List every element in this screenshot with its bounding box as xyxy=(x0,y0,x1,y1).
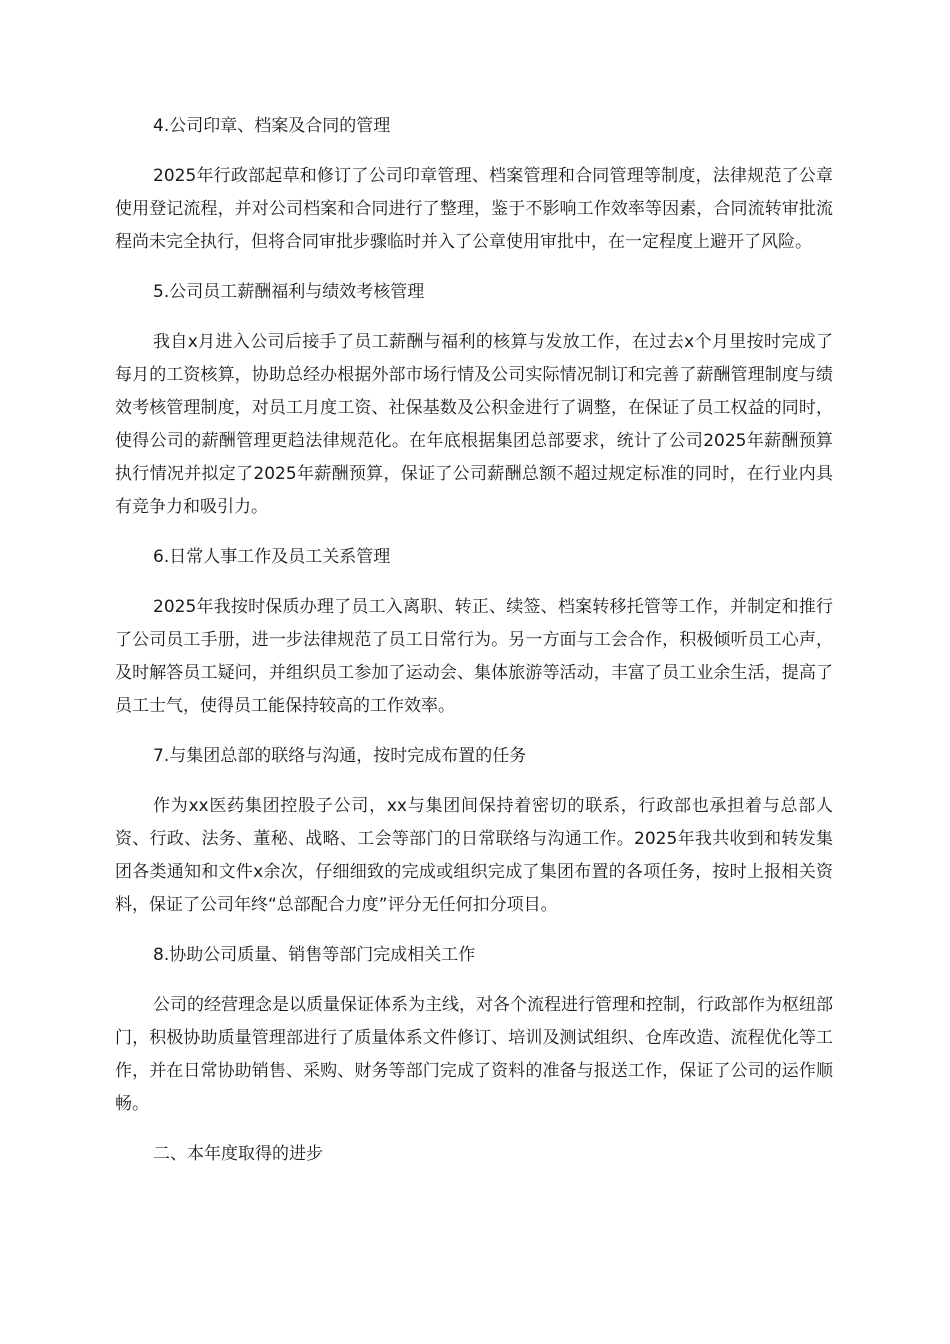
section-paragraph-4: 2025年行政部起草和修订了公司印章管理、档案管理和合同管理等制度，法律规范了公章使用登记流程，并对公司档案和合同进行了整理，鉴于不影响工作效率等因素，合同流转审批流程尚未完全执行，但将合同审批步骤临时并入了公章使用审批中，在一定程度上避开了风险。 xyxy=(115,166,833,252)
section-paragraph-8: 公司的经营理念是以质量保证体系为主线，对各个流程进行管理和控制，行政部作为枢纽部门，积极协助质量管理部进行了质量体系文件修订、培训及测试组织、仓库改造、流程优化等工作，并在日常协助销售、采购、财务等部门完成了资料的准备与报送工作，保证了公司的运作顺畅。 xyxy=(115,995,833,1114)
section-paragraph-6: 2025年我按时保质办理了员工入离职、转正、续签、档案转移托管等工作，并制定和推行了公司员工手册，进一步法律规范了员工日常行为。另一方面与工会合作，积极倾听员工心声，及时解答员工疑问，并组织员工参加了运动会、集体旅游等活动，丰富了员工业余生活，提高了员工士气，使得员工能保持较高的工作效率。 xyxy=(115,597,833,716)
section-paragraph-7: 作为xx医药集团控股子公司，xx与集团间保持着密切的联系，行政部也承担着与总部人资、行政、法务、董秘、战略、工会等部门的日常联络与沟通工作。2025年我共收到和转发集团各类通知和文件x余次，仔细细致的完成或组织完成了集团布置的各项任务，按时上报相关资料，保证了公司年终“总部配合力度”评分无任何扣分项目。 xyxy=(115,796,833,915)
section-heading-6: 6.日常人事工作及员工关系管理 xyxy=(153,547,391,567)
section-heading-4: 4.公司印章、档案及合同的管理 xyxy=(153,116,391,136)
section-heading-5: 5.公司员工薪酬福利与绩效考核管理 xyxy=(153,282,425,302)
section-heading-8: 8.协助公司质量、销售等部门完成相关工作 xyxy=(153,945,476,965)
section-paragraph-5: 我自x月进入公司后接手了员工薪酬与福利的核算与发放工作，在过去x个月里按时完成了每月的工资核算，协助总经办根据外部市场行情及公司实际情况制订和完善了薪酬管理制度与绩效考核管理制度，对员工月度工资、社保基数及公积金进行了调整，在保证了员工权益的同时，使得公司的薪酬管理更趋法律规范化。在年底根据集团总部要求，统计了公司2025年薪酬预算执行情况并拟定了2025年薪酬预算，保证了公司薪酬总额不超过规定标准的同时，在行业内具有竞争力和吸引力。 xyxy=(115,332,833,517)
chapter-heading-progress: 二、本年度取得的进步 xyxy=(153,1144,323,1164)
section-heading-7: 7.与集团总部的联络与沟通，按时完成布置的任务 xyxy=(153,746,527,766)
document-body xyxy=(115,110,833,1171)
